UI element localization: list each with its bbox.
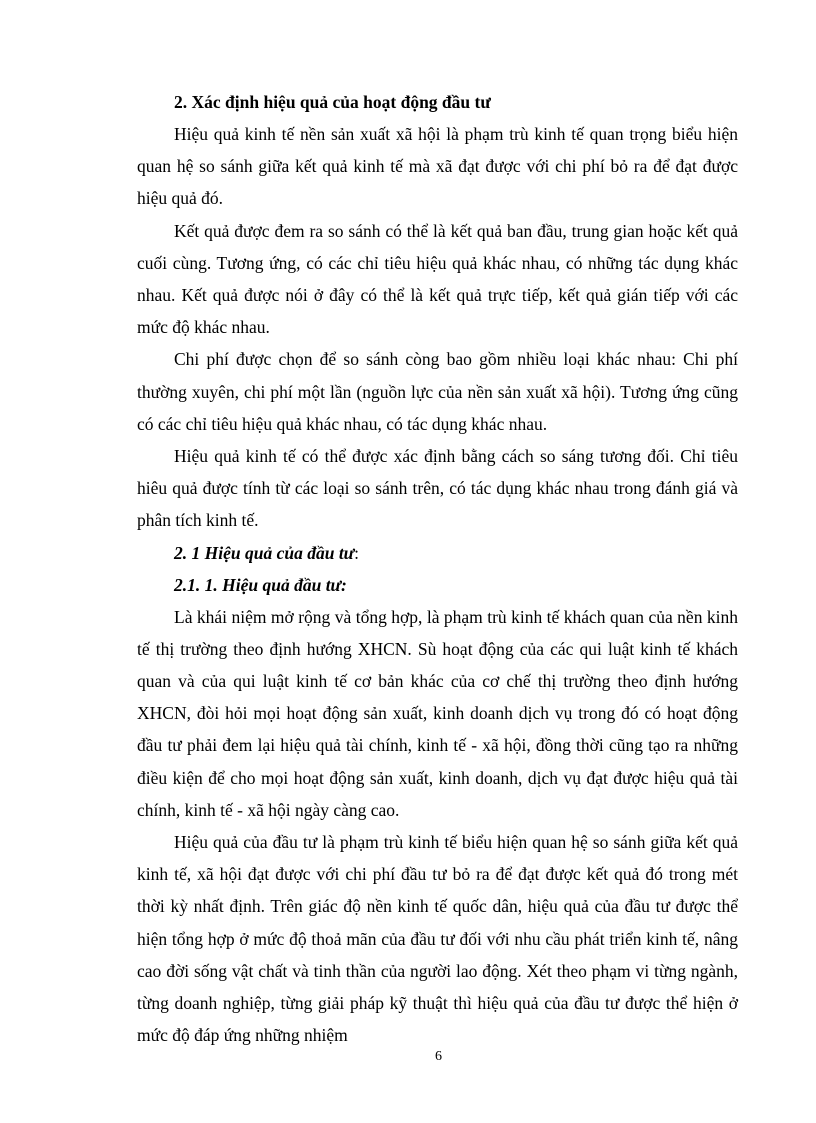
paragraph: Hiệu quả của đầu tư là phạm trù kinh tế biểu hiện quan hệ so sánh giữa kết quả kinh tế, xã hội đạt được với chi phí đầu tư bỏ ra để đạt được kết quả đó trong mét thời kỳ nhất định. Trên giác độ nền kinh tế quốc dân, hiệu quả của đầu tư được thể hiện tổng hợp ở mức độ thoả mãn của đầu tư đối với nhu cầu phát triển kinh tế, nâng cao đời sống vật chất và tinh thần của người lao động. Xét theo phạm vi từng ngành, từng doanh nghiệp, từng giải pháp kỹ thuật thì hiệu quả của đầu tư được thể hiện ở mức độ đáp ứng những nhiệm bbox=[137, 832, 738, 1046]
subsubsection-heading: 2.1. 1. Hiệu quả đầu tư: bbox=[174, 574, 347, 595]
subsection-heading-suffix: : bbox=[354, 542, 360, 563]
section-heading: 2. Xác định hiệu quả của hoạt động đầu tư bbox=[174, 92, 491, 112]
paragraph: Hiệu quả kinh tế nền sản xuất xã hội là phạm trù kinh tế quan trọng biểu hiện quan hệ so sánh giữa kết quả kinh tế mà xã đạt được với chi phí bỏ ra để đạt được hiệu quả đó. bbox=[137, 124, 738, 209]
paragraph: Là khái niệm mở rộng và tổng hợp, là phạm trù kinh tế khách quan của nền kinh tế thị trường theo định hướng XHCN. Sù hoạt động của các qui luật kinh tế khách quan và của qui luật kinh tế cơ bản khác của cơ chế thị trường theo định hướng XHCN, đòi hỏi mọi hoạt động sản xuất, kinh doanh dịch vụ trong đó có hoạt động đầu tư phải đem lại hiệu quả tài chính, kinh tế - xã hội, đồng thời cũng tạo ra những điều kiện để cho mọi hoạt động sản xuất, kinh doanh, dịch vụ đạt được hiệu quả tài chính, kinh tế - xã hội ngày càng cao. bbox=[137, 606, 738, 820]
subsection-heading-text: 2. 1 Hiệu quả của đầu tư bbox=[174, 542, 355, 563]
subsection-heading bbox=[137, 537, 738, 569]
page-number: 6 bbox=[435, 1049, 442, 1064]
page-content bbox=[137, 86, 738, 1051]
paragraph: Chi phí được chọn để so sánh còng bao gồm nhiều loại khác nhau: Chi phí thường xuyên, chi phí một lần (nguồn lực của nền sản xuất xã hội). Tương ứng cũng có các chỉ tiêu hiệu quả khác nhau, có tác dụng khác nhau. bbox=[137, 349, 738, 434]
paragraph: Hiệu quả kinh tế có thể được xác định bằng cách so sáng tương đối. Chỉ tiêu hiêu quả được tính từ các loại so sánh trên, có tác dụng khác nhau trong đánh giá và phân tích kinh tế. bbox=[137, 446, 738, 531]
paragraph: Kết quả được đem ra so sánh có thể là kết quả ban đầu, trung gian hoặc kết quả cuối cùng. Tương ứng, có các chỉ tiêu hiệu quả khác nhau, có những tác dụng khác nhau. Kết quả được nói ở đây có thể là kết quả trực tiếp, kết quả gián tiếp với các mức độ khác nhau. bbox=[137, 220, 738, 338]
